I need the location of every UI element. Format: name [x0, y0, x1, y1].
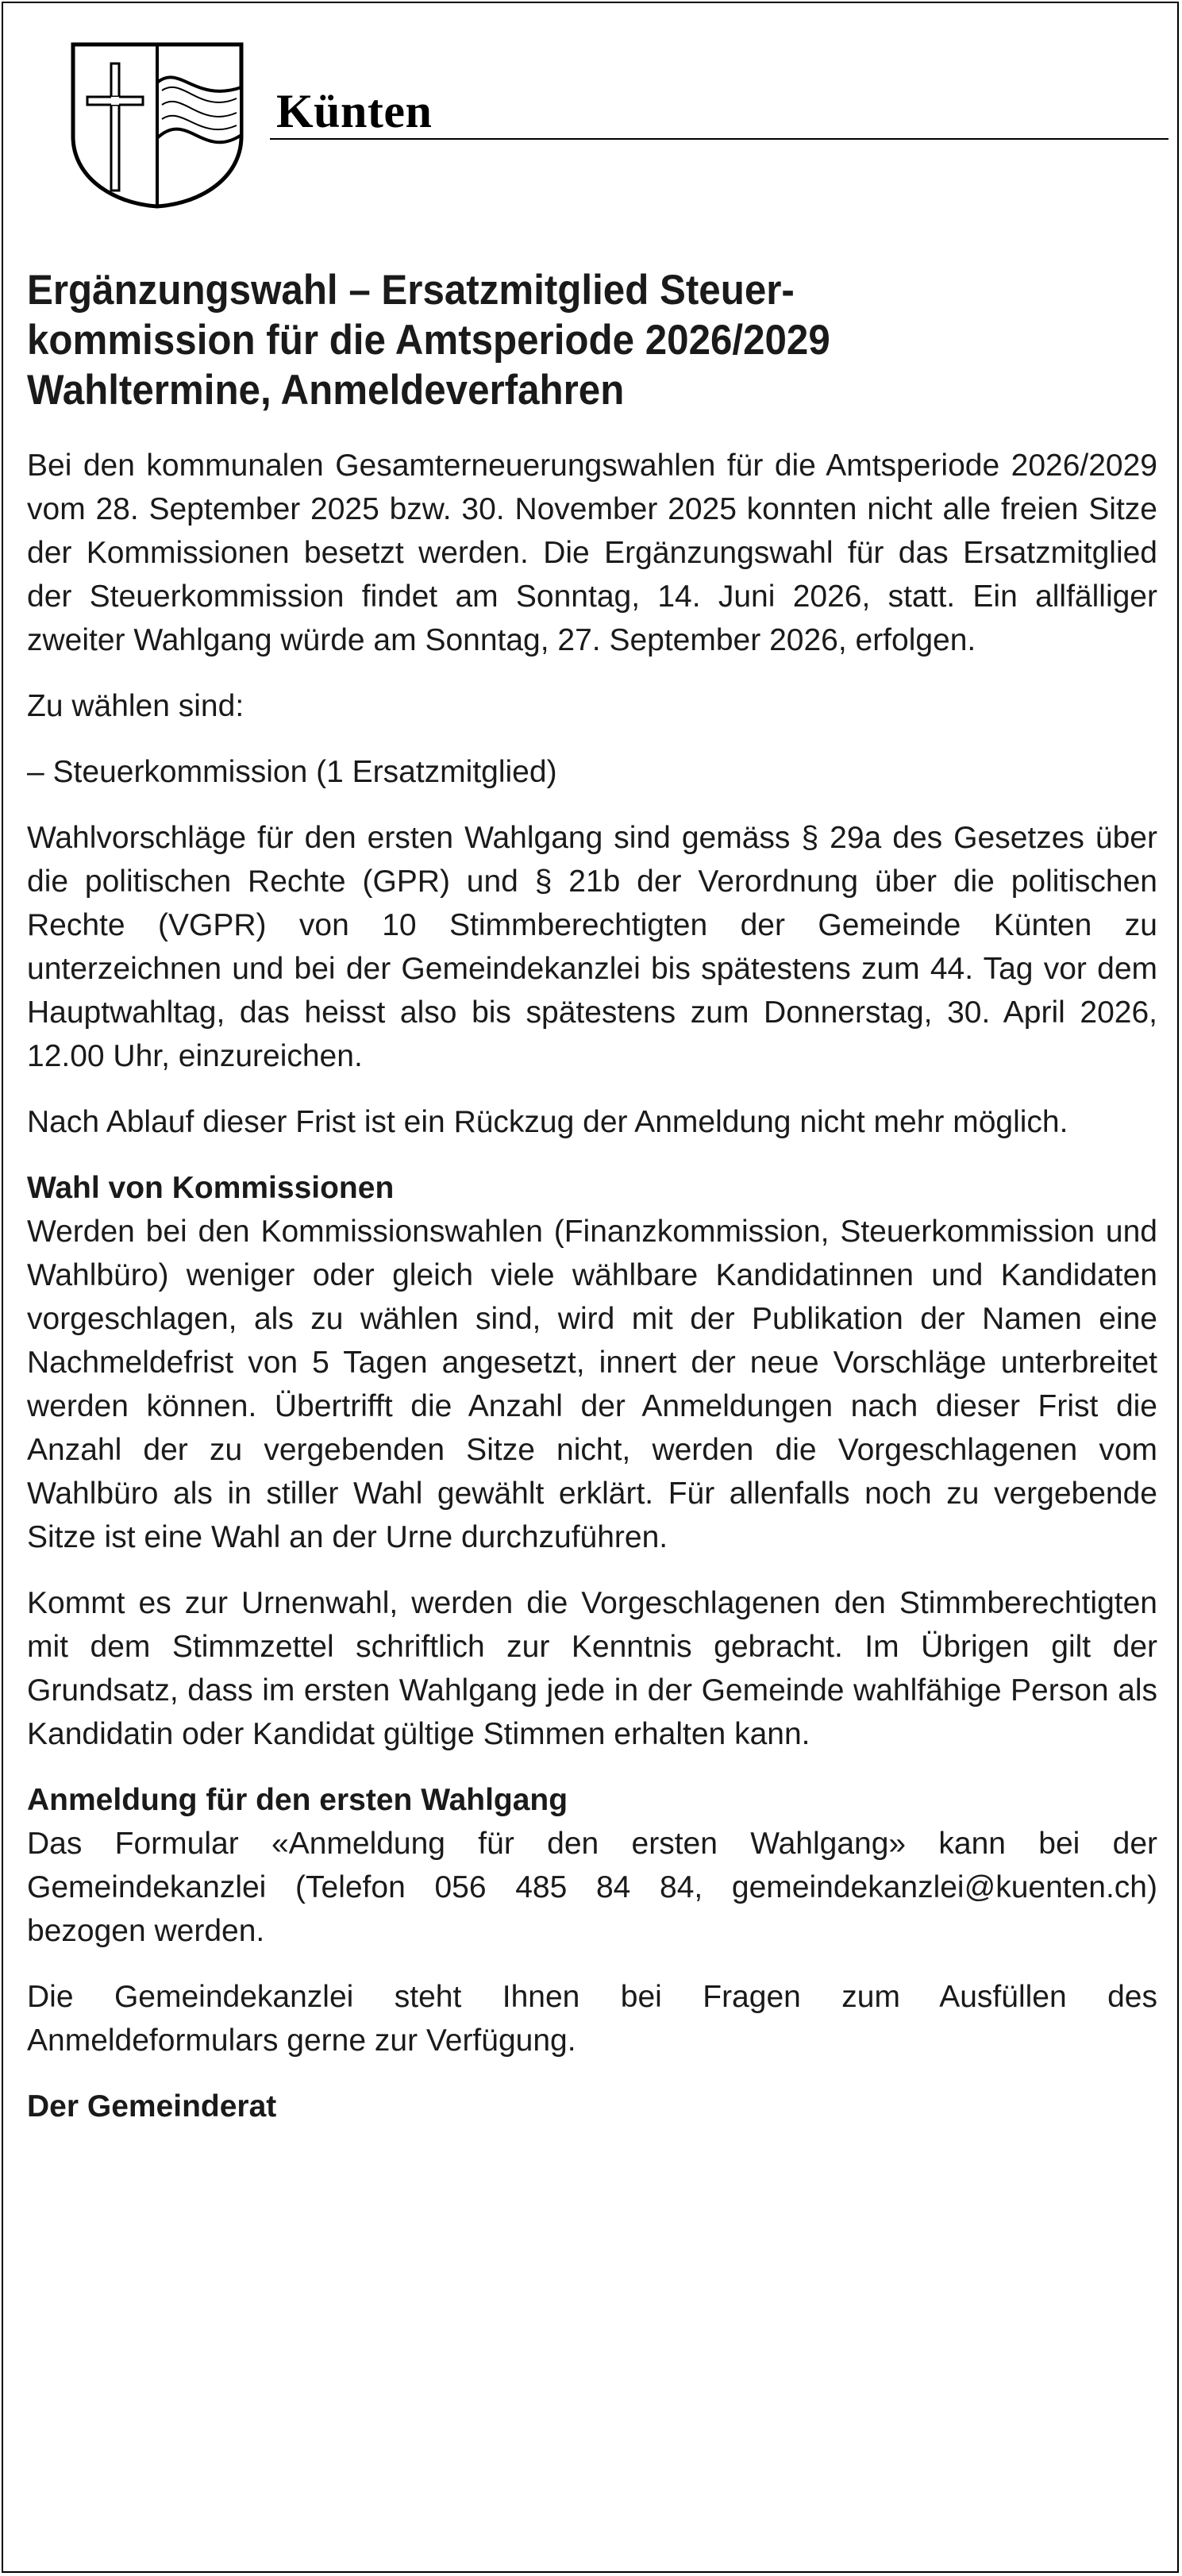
notice-content [27, 265, 1157, 2128]
notice-frame [2, 2, 1179, 2573]
nominations-paragraph: Wahlvorschläge für den ersten Wahlgang sind gemäss § 29a des Gesetzes über die politischen Rechte (GPR) und § 21b der Verordnung über die politischen Rechte (VGPR) von 10 Stimmberechtigten der Gemeinde Künten zu unterzeichnen und bei der Gemeindekanzlei bis spätestens zum 44. Tag vor dem Hauptwahltag, das heisst also bis spätestens zum Donnerstag, 30. April 2026, 12.00 Uhr, einzureichen. [27, 821, 1157, 1073]
ballot-paragraph: Kommt es zur Urnenwahl, werden die Vorgeschlagenen den Stimmberechtigten mit dem Stimmzettel schriftlich zur Kenntnis gebracht. Im Übrigen gilt der Grundsatz, dass im ersten Wahlgang jede in der Gemeinde wahlfähige Person als Kandidatin oder Kandidat gültige Stimmen erhalten kann. [27, 1586, 1157, 1751]
commissions-body: Werden bei den Kommissionswahlen (Finanzkommission, Steuerkommission und Wahlbüro) weniger oder gleich viele wählbare Kandidatinnen und Kandidaten vorgeschlagen, als zu wählen sind, wird mit der Publikation der Namen eine Nachmeldefrist von 5 Tagen angesetzt, innert der neue Vorschläge unterbreitet werden können. Übertrifft die Anzahl der Anmeldungen nach dieser Frist die Anzahl der zu vergebenden Sitze nicht, werden die Vorgeschlagenen vom Wahlbüro als in stiller Wahl gewählt erklärt. Für allenfalls noch zu vergebende Sitze ist eine Wahl an der Urne durchzuführen. [27, 1215, 1157, 1554]
signature: Der Gemeinderat [27, 2089, 277, 2124]
municipal-coat-of-arms-icon [68, 41, 246, 210]
commissions-heading: Wahl von Kommissionen [27, 1171, 395, 1205]
withdrawal-paragraph: Nach Ablauf dieser Frist ist ein Rückzug der Anmeldung nicht mehr möglich. [27, 1105, 1068, 1139]
support-paragraph: Die Gemeindekanzlei steht Ihnen bei Fragen zum Ausfüllen des Anmeldeformulars gerne zur Verfügung. [27, 1980, 1157, 2058]
municipality-name: Künten [276, 85, 433, 137]
commissions-section [27, 1166, 1157, 1559]
to-elect-label: Zu wählen sind: [27, 689, 244, 723]
registration-body: Das Formular «Anmeldung für den ersten Wahlgang» kann bei der Gemeindekanzlei (Telefon 056 485 84 84, gemeindekanzlei@​kuenten.ch) bezogen werden. [27, 1827, 1157, 1948]
notice-title [27, 265, 1157, 415]
intro-paragraph: Bei den kommunalen Gesamterneuerungswahlen für die Amtsperiode 2026/2029 vom 28. September 2025 bzw. 30. November 2025 konnten nicht alle freien Sitze der Kommissionen besetzt werden. Die Ergänzungswahl für das Ersatzmitglied der Steuerkommission findet am Sonntag, 14. Juni 2026, statt. Ein allfälliger zweiter Wahlgang würde am Sonntag, 27. September 2026, erfolgen. [27, 449, 1157, 657]
notice-title-line: Ergänzungswahl – Ersatzmitglied Steuer- [27, 267, 795, 314]
registration-heading: Anmeldung für den ersten Wahlgang [27, 1783, 568, 1817]
notice-title-line: kommission für die Amtsperiode 2026/2029 [27, 317, 830, 364]
to-elect-item: – Steuerkommission (1 Ersatzmitglied) [27, 755, 557, 789]
notice-title-line: Wahltermine, Anmeldeverfahren [27, 367, 625, 414]
header-rule [270, 138, 1169, 140]
registration-section [27, 1778, 1157, 1953]
notice-header [3, 3, 1177, 221]
